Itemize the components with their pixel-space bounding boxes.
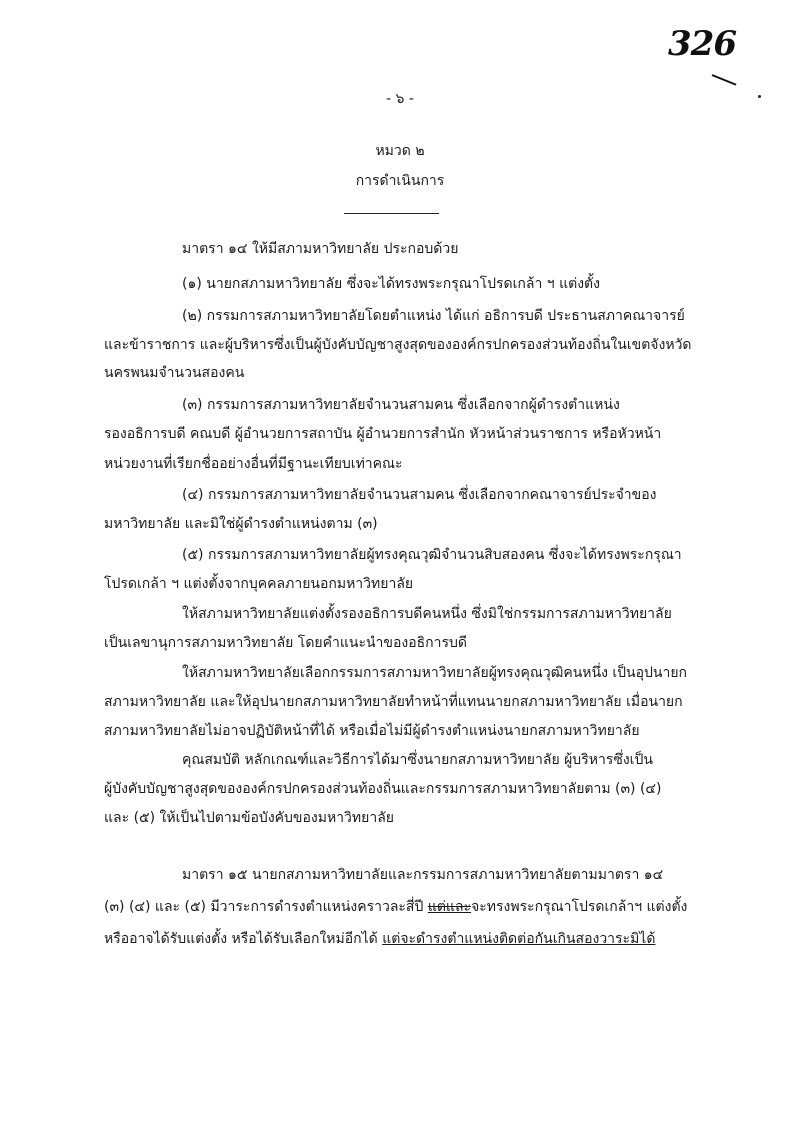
- qualification-paragraph-line1: คุณสมบัติ หลักเกณฑ์และวิธีการได้มาซึ่งนายกสภามหาวิทยาลัย ผู้บริหารซึ่งเป็น: [182, 752, 653, 768]
- section15-underlined-term-limit: แต่จะดำรงตำแหน่งติดต่อกันเกินสองวาระมิได้: [382, 931, 656, 947]
- section14-item3-line3: หน่วยงานที่เรียกชื่ออย่างอื่นที่มีฐานะเทียบเท่าคณะ: [104, 456, 403, 472]
- chapter-heading: หมวด ๒: [375, 143, 425, 159]
- section14-item3-line2: รองอธิการบดี คณบดี ผู้อำนวยการสถาบัน ผู้อำนวยการสำนัก หัวหน้าส่วนราชการ หรือหัวหน้า: [104, 426, 662, 442]
- handwritten-page-number: 326: [668, 24, 736, 64]
- qualification-paragraph-line3: และ (๕) ให้เป็นไปตามข้อบังคับของมหาวิทยาลัย: [104, 810, 394, 826]
- section15-line2-text: (๓) (๔) และ (๕) มีวาระการดำรงตำแหน่งคราวละสี่ปี: [104, 899, 428, 915]
- section14-intro: มาตรา ๑๔ ให้มีสภามหาวิทยาลัย ประกอบด้วย: [182, 241, 459, 257]
- section14-item4-line1: (๔) กรรมการสภามหาวิทยาลัยจำนวนสามคน ซึ่งเลือกจากคณาจารย์ประจำของ: [182, 487, 657, 503]
- section14-item1: (๑) นายกสภามหาวิทยาลัย ซึ่งจะได้ทรงพระกรุณาโปรดเกล้า ฯ แต่งตั้ง: [182, 276, 600, 292]
- section15-line2-tail: จะทรงพระกรุณาโปรดเกล้าฯ แต่งตั้ง: [471, 899, 688, 915]
- section15-line1: มาตรา ๑๕ นายกสภามหาวิทยาลัยและกรรมการสภามหาวิทยาลัยตามมาตรา ๑๔: [182, 867, 664, 883]
- section15-handwritten-correction: แต่และ: [427, 899, 472, 915]
- secretary-paragraph-line1: ให้สภามหาวิทยาลัยแต่งตั้งรองอธิการบดีคนหนึ่ง ซึ่งมิใช่กรรมการสภามหาวิทยาลัย: [182, 606, 672, 622]
- section14-item4-line2: มหาวิทยาลัย และมิใช่ผู้ดำรงตำแหน่งตาม (๓): [104, 516, 378, 532]
- section14-item5-line2: โปรดเกล้า ฯ แต่งตั้งจากบุคคลภายนอกมหาวิทยาลัย: [104, 576, 414, 592]
- section14-item2-line2: และข้าราชการ และผู้บริหารซึ่งเป็นผู้บังคับบัญชาสูงสุดขององค์กรปกครองส่วนท้องถิ่นในเขตจังหวัด: [104, 337, 692, 353]
- section14-item5-line1: (๕) กรรมการสภามหาวิทยาลัยผู้ทรงคุณวุฒิจำนวนสิบสองคน ซึ่งจะได้ทรงพระกรุณา: [182, 547, 682, 563]
- section14-item2-line3: นครพนมจำนวนสองคน: [104, 365, 245, 381]
- handwritten-mark: [712, 74, 737, 86]
- section15-line3-text: หรืออาจได้รับแต่งตั้ง หรือได้รับเลือกใหม่อีกได้: [104, 931, 383, 947]
- heading-divider: [344, 213, 439, 214]
- section14-item3-line1: (๓) กรรมการสภามหาวิทยาลัยจำนวนสามคน ซึ่งเลือกจากผู้ดำรงตำแหน่ง: [182, 397, 620, 413]
- page-number: - ๖ -: [386, 91, 414, 107]
- vice-chair-paragraph-line2: สภามหาวิทยาลัย และให้อุปนายกสภามหาวิทยาลัยทำหน้าที่แทนนายกสภามหาวิทยาลัย เมื่อนายก: [104, 694, 683, 710]
- vice-chair-paragraph-line1: ให้สภามหาวิทยาลัยเลือกกรรมการสภามหาวิทยาลัยผู้ทรงคุณวุฒิคนหนึ่ง เป็นอุปนายก: [182, 665, 688, 681]
- vice-chair-paragraph-line3: สภามหาวิทยาลัยไม่อาจปฏิบัติหน้าที่ได้ หรือเมื่อไม่มีผู้ดำรงตำแหน่งนายกสภามหาวิทยาลัย: [104, 723, 640, 739]
- chapter-title: การดำเนินการ: [355, 173, 445, 189]
- qualification-paragraph-line2: ผู้บังคับบัญชาสูงสุดขององค์กรปกครองส่วนท้องถิ่นและกรรมการสภามหาวิทยาลัยตาม (๓) (๔): [104, 781, 662, 797]
- secretary-paragraph-line2: เป็นเลขานุการสภามหาวิทยาลัย โดยคำแนะนำของอธิการบดี: [104, 635, 467, 651]
- section15-line2: [104, 898, 687, 916]
- section15-line3: [104, 930, 655, 948]
- section14-item2-line1: (๒) กรรมการสภามหาวิทยาลัยโดยตำแหน่ง ได้แก่ อธิการบดี ประธานสภาคณาจารย์: [182, 308, 685, 324]
